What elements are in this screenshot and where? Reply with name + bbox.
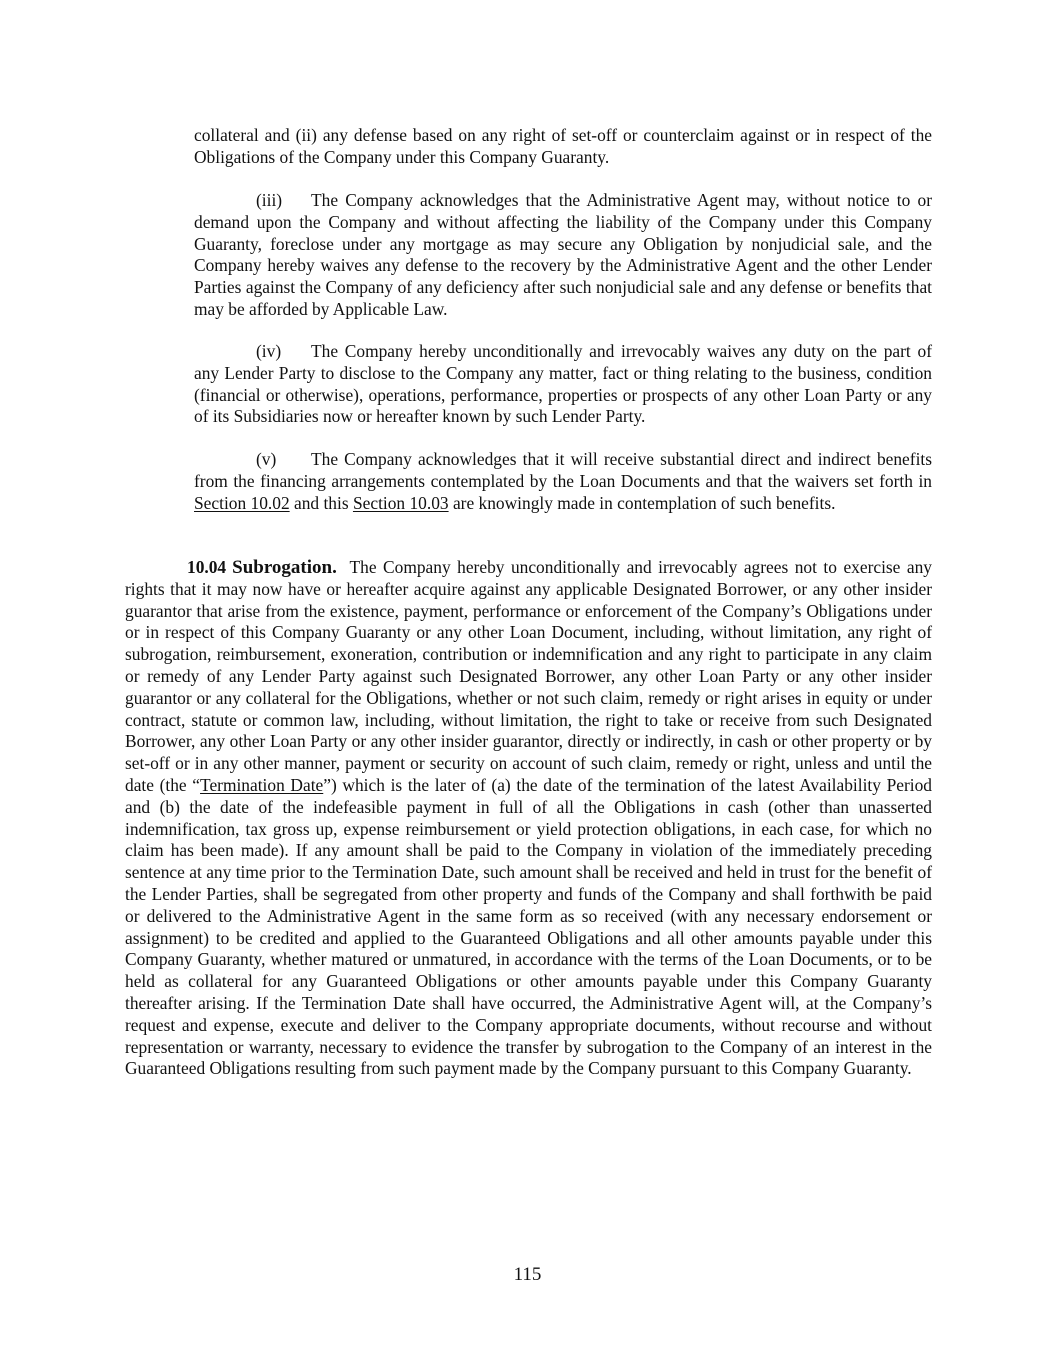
paragraph-iii — [194, 190, 932, 321]
paragraph-v-text-3: are knowingly made in contemplation of such benefits. — [452, 492, 836, 513]
section-number: 10.04 — [187, 557, 227, 577]
paragraph-v — [194, 449, 932, 514]
paragraph-iv-text: The Company hereby unconditionally and irrevocably waives any duty on the part of any Lender Party to disclose to the Company any matter, fact or thing relating to the business, condition (financial or otherwise), operations, performance, properties or prospects of any other Loan Party or any of its Subsidiaries now or hereafter known by such Lender Party. — [194, 341, 932, 427]
paragraph-iv — [194, 341, 932, 428]
section-title: Subrogation. — [232, 557, 337, 578]
paragraph-v-number: (v) — [256, 449, 277, 469]
paragraph-v-text-2: and this — [294, 492, 349, 513]
section-10-02-reference: Section 10.02 — [194, 492, 290, 513]
section-10-03-reference: Section 10.03 — [352, 492, 449, 513]
page-number: 115 — [513, 1264, 542, 1285]
paragraph-continuation — [194, 125, 932, 169]
paragraph-v-text-1: The Company acknowledges that it will receive substantial direct and indirect benefits from the financing arrangements contemplated by the Loan Documents and that the waivers set forth in — [194, 449, 932, 491]
paragraph-iii-text: The Company acknowledges that the Administrative Agent may, without notice to or demand upon the Company and without affecting the liability of the Company under this Company Guaranty, foreclose under any mortgage as may secure any Obligation by nonjudicial sale, and the Company hereby waives any defense to the recovery by the Administrative Agent and the other Lender Parties against the Company of any deficiency after such nonjudicial sale and any defense or benefits that may be afforded by Applicable Law. — [194, 190, 932, 319]
paragraph-iv-number: (iv) — [256, 341, 282, 361]
paragraph-iii-number: (iii) — [256, 190, 283, 210]
section-10-04 — [125, 557, 932, 1080]
section-10-04-text-2: ”) which is the later of (a) the date of the termination of the latest Availability Period and (b) the date of the indefeasible payment in full of all the Obligations in cash (other than unasserted indemnification, tax gross up, expense reimbursement or yield protection obligations, in each case, for which no claim has been made). If any amount shall be paid to the Company in violation of the immediately preceding sentence at any time prior to the Termination Date, such amount shall be received and held in trust for the benefit of the Lender Parties, shall be segregated from other property and funds of the Company and shall forthwith be paid or delivered to the Administrative Agent in the same form as so received (with any necessary endorsement or assignment) to be credited and applied to the Guaranteed Obligations and all other amounts payable under this Company Guaranty, whether matured or unmatured, in accordance with the terms of the Loan Documents, or to be held as collateral for any Guaranteed Obligations or other amounts payable under this Company Guaranty thereafter arising. If the Termination Date shall have occurred, the Administrative Agent will, at the Company’s request and expense, execute and deliver to the Company appropriate documents, without recourse and without representation or warranty, necessary to evidence the transfer by subrogation to the Company of an interest in the Guaranteed Obligations resulting from such payment made by the Company pursuant to this Company Guaranty. — [125, 774, 933, 1079]
termination-date-defined-term: Termination Date — [200, 774, 324, 795]
paragraph-continuation-text: collateral and (ii) any defense based on any right of set-off or counterclaim against or in respect of the Obligations of the Company under this Company Guaranty. — [194, 125, 932, 167]
section-10-04-text-1: The Company hereby unconditionally and irrevocably agrees not to exercise any rights that it may now have or hereafter acquire against any applicable Designated Borrower, or any other insider guarantor that arise from the existence, payment, performance or enforcement of the Company’s Obligations under or in respect of this Company Guaranty or any other Loan Document, including, without limitation, any right of subrogation, reimbursement, exoneration, contribution or indemnification and any right to participate in any claim or remedy of any Lender Party against such Designated Borrower, any other Loan Party or any other insider guarantor or any collateral for the Obligations, whether or not such claim, remedy or right arises in equity or under contract, statute or common law, including, without limitation, the right to take or receive from such Designated Borrower, any other Loan Party or any other insider guarantor, directly or indirectly, in cash or other property or by set-off or in any other manner, payment or security on account of such claim, remedy or right, unless and until the date (the “ — [125, 557, 932, 795]
